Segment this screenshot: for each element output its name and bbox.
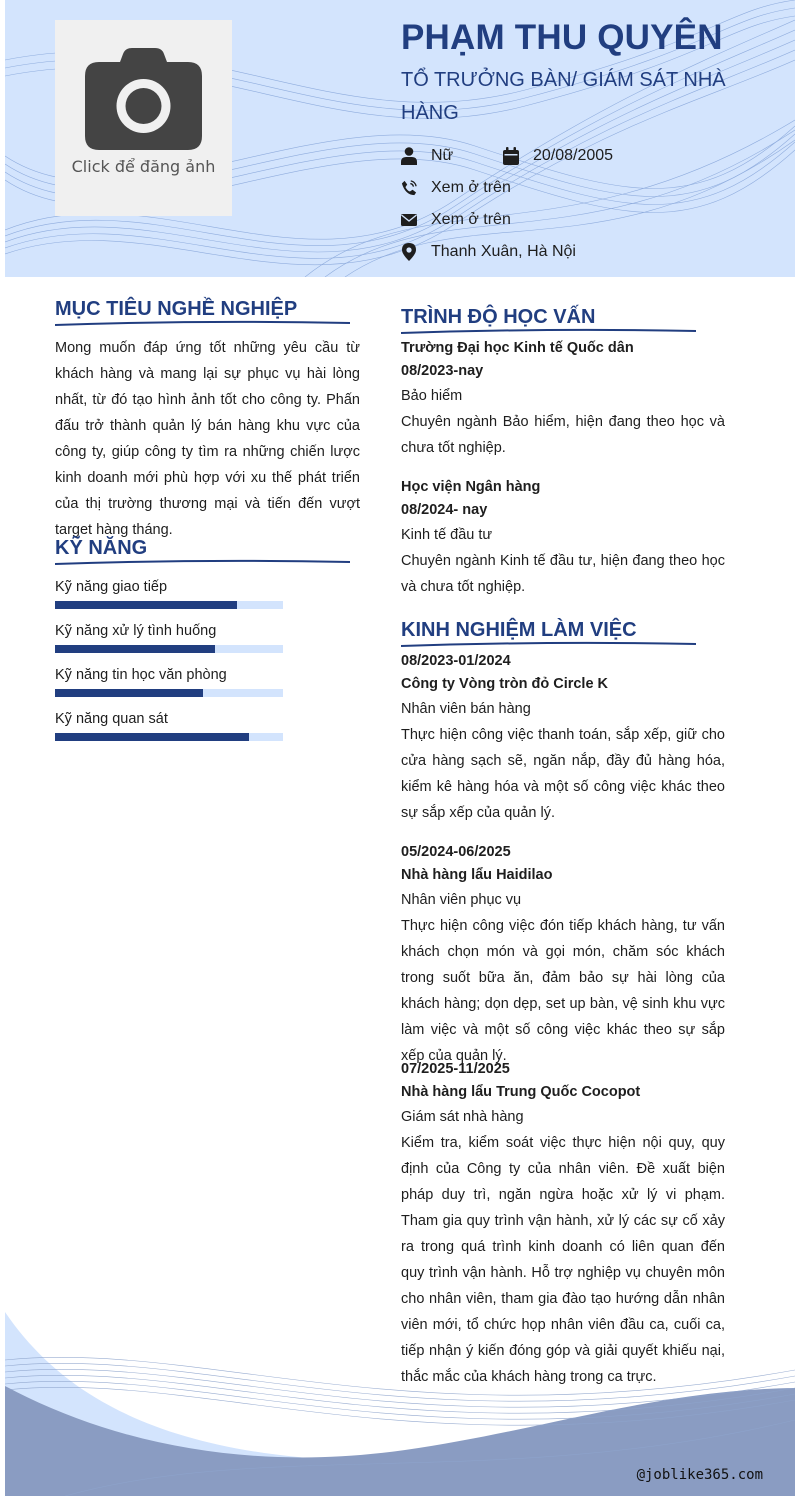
- candidate-name: PHẠM THU QUYÊN: [401, 18, 723, 57]
- skill-item: [55, 578, 283, 609]
- job-title: TỔ TRƯỞNG BÀN/ GIÁM SÁT NHÀ HÀNG: [401, 69, 726, 124]
- company-name: Nhà hàng lẩu Trung Quốc Cocopot: [401, 1084, 641, 1100]
- birthdate: 20/08/2005: [533, 147, 614, 164]
- cv-page: [5, 0, 795, 1496]
- experience-description: Thực hiện công việc đón tiếp khách hàng, tư vấn khách chọn món và gọi món, chăm sóc khách trong suốt bữa ăn, đảm bảo sự hài lòng của khách hàng; dọn dẹp, set up bàn, vệ sinh khu vực làm việc và một số công việc khác theo sự sắp xếp của quản lý.: [401, 918, 725, 1064]
- experience-period: 07/2025-11/2025: [401, 1061, 510, 1077]
- email: Xem ở trên: [431, 211, 511, 228]
- education-underline: [401, 328, 696, 336]
- envelope-icon: [401, 211, 417, 229]
- experience-heading: KINH NGHIỆM LÀM VIỆC: [401, 619, 637, 641]
- email-row: [401, 208, 601, 232]
- map-pin-icon: [401, 243, 417, 261]
- skill-bar-fill: [55, 733, 249, 741]
- phone-row: [401, 176, 601, 200]
- position: Giám sát nhà hàng: [401, 1109, 524, 1125]
- skills-heading: KỸ NĂNG: [55, 537, 148, 559]
- profile-photo-upload[interactable]: [55, 20, 232, 216]
- skill-bar-fill: [55, 689, 203, 697]
- address-row: [401, 240, 651, 264]
- education-description: Chuyên ngành Bảo hiểm, hiện đang theo học và chưa tốt nghiệp.: [401, 414, 725, 456]
- education-major: Kinh tế đầu tư: [401, 527, 493, 543]
- skill-name: Kỹ năng tin học văn phòng: [55, 667, 227, 683]
- education-period: 08/2024- nay: [401, 502, 488, 518]
- objective-underline: [55, 320, 350, 328]
- experience-period: 08/2023-01/2024: [401, 653, 511, 669]
- education-period: 08/2023-nay: [401, 363, 484, 379]
- skill-item: [55, 622, 283, 653]
- person-icon: [401, 147, 417, 165]
- company-name: Nhà hàng lẩu Haidilao: [401, 867, 553, 883]
- skill-bar-fill: [55, 601, 237, 609]
- skill-name: Kỹ năng giao tiếp: [55, 579, 168, 595]
- experience-entry: [401, 650, 725, 826]
- education-major: Bảo hiểm: [401, 388, 463, 404]
- skill-bar: [55, 601, 283, 609]
- experience-underline: [401, 641, 696, 649]
- school-name: Trường Đại học Kinh tế Quốc dân: [401, 340, 634, 356]
- experience-period: 05/2024-06/2025: [401, 844, 511, 860]
- skills-underline: [55, 559, 350, 567]
- header-banner: [5, 0, 795, 277]
- position: Nhân viên phục vụ: [401, 892, 522, 908]
- company-name: Công ty Vòng tròn đỏ Circle K: [401, 676, 609, 692]
- skill-bar: [55, 733, 283, 741]
- watermark-credit: @joblike365.com: [636, 1467, 763, 1483]
- education-entry: [401, 337, 725, 461]
- skill-bar: [55, 689, 283, 697]
- skill-item: [55, 666, 283, 697]
- skill-item: [55, 710, 283, 741]
- school-name: Học viện Ngân hàng: [401, 479, 541, 495]
- experience-entry: [401, 841, 725, 1069]
- skill-bar: [55, 645, 283, 653]
- position: Nhân viên bán hàng: [401, 701, 531, 717]
- education-entry: [401, 476, 725, 600]
- calendar-icon: [503, 147, 519, 165]
- skill-name: Kỹ năng quan sát: [55, 711, 168, 727]
- experience-description: Kiểm tra, kiểm soát việc thực hiện nội quy, quy định của Công ty của nhân viên. Đề xuất biện pháp duy trì, ngăn ngừa hoặc xử lý vi phạm. Tham gia quy trình vận hành, xử lý các sự cố xảy ra trong quá trình kinh doanh có liên quan đến quy trình vận hành. Hỗ trợ nghiệp vụ chuyên môn cho nhân viên, tham gia đào tạo hướng dẫn nhân viên mới, tổ chức họp nhân viên đầu ca, cuối ca, tiếp nhận ý kiến đóng góp và giải quyết khiếu nại, thắc mắc của khách hàng trong ca trực.: [401, 1135, 725, 1385]
- phone-icon: [401, 179, 417, 197]
- skill-bar-fill: [55, 645, 215, 653]
- objective-heading: MỤC TIÊU NGHỀ NGHIỆP: [55, 298, 298, 320]
- skill-name: Kỹ năng xử lý tình huống: [55, 623, 217, 639]
- education-heading: TRÌNH ĐỘ HỌC VẤN: [401, 306, 596, 328]
- objective-text: Mong muốn đáp ứng tốt những yêu cầu từ khách hàng và mang lại sự phục vụ hài lòng nhất, từ đó tạo hình ảnh tốt cho công ty. Phấn đấu trở thành quản lý bán hàng khu vực của công ty, giúp công ty tìm ra những chiến lược kinh doanh mới phù hợp với xu thế phát triển của thị trường thương mại và tiến đến vượt target hàng tháng.: [55, 340, 360, 538]
- experience-description: Thực hiện công việc thanh toán, sắp xếp, giữ cho cửa hàng sạch sẽ, ngăn nắp, đầy đủ hàng hóa, kiểm kê hàng hóa và một số công việc khác theo sự sắp xếp của quản lý.: [401, 727, 725, 821]
- photo-caption: Click để đăng ảnh: [71, 157, 216, 176]
- phone: Xem ở trên: [431, 179, 511, 196]
- address: Thanh Xuân, Hà Nội: [431, 243, 576, 260]
- education-description: Chuyên ngành Kinh tế đầu tư, hiện đang theo học và chưa tốt nghiệp.: [401, 553, 725, 595]
- birthdate-row: [503, 144, 643, 168]
- camera-icon: [85, 48, 202, 150]
- gender: Nữ: [431, 147, 454, 164]
